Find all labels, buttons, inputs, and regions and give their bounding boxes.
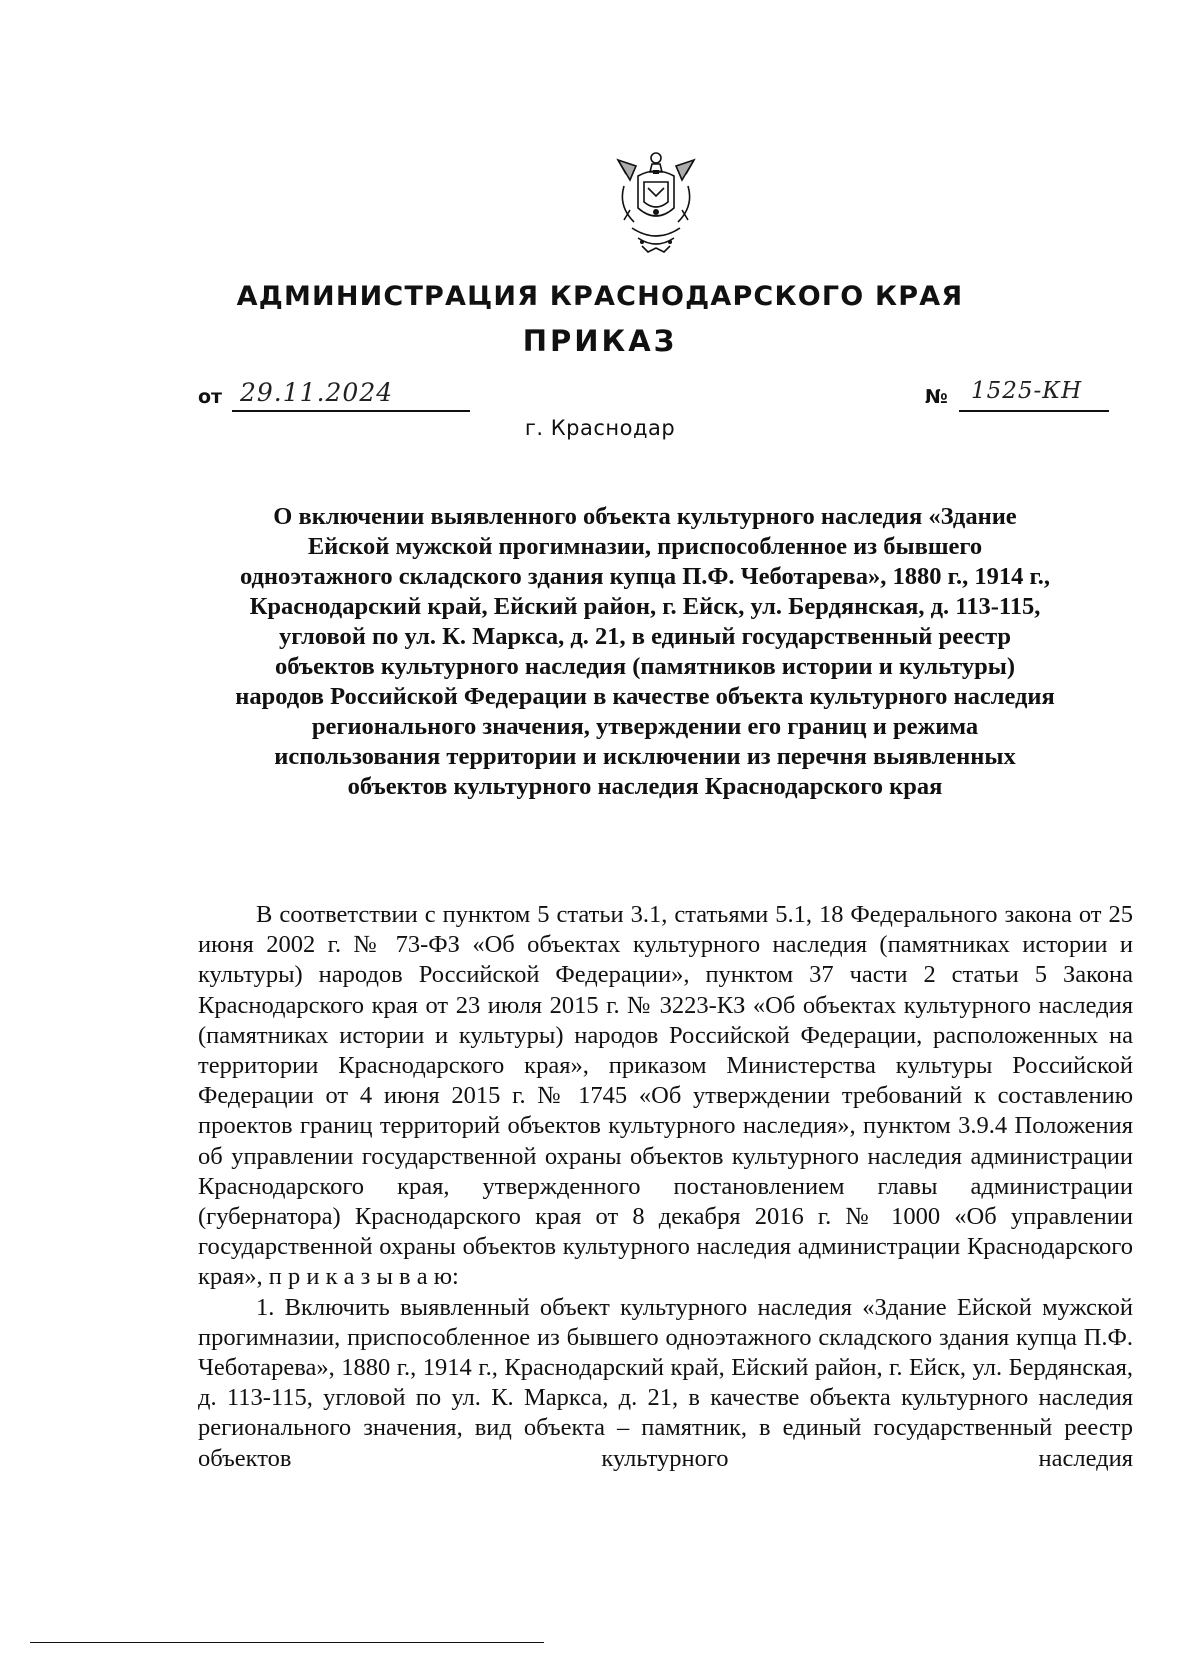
footnote-divider — [30, 1642, 544, 1643]
number-field — [925, 378, 1125, 414]
handwritten-number: 1525-КН — [971, 378, 1083, 404]
order-body — [198, 900, 1133, 1474]
organization-title: АДМИНИСТРАЦИЯ КРАСНОДАРСКОГО КРАЯ — [236, 281, 964, 312]
date-underline — [232, 410, 470, 412]
handwritten-date: 29.11.2024 — [240, 378, 394, 407]
preamble-paragraph: В соответствии с пунктом 5 статьи 3.1, статьями 5.1, 18 Федерального закона от 25 июня 2002 г. № 73-ФЗ «Об объектах культурного наследия (памятниках истории и культуры) народов Российской Федерации», пунктом 37 части 2 статьи 5 Закона Краснодарского края от 23 июля 2015 г. № 3223-КЗ «Об объектах культурного наследия (памятниках истории и культуры) народов Российской Федерации, расположенных на территории Краснодарского края», приказом Министерства культуры Российской Федерации от 4 июня 2015 г. № 1745 «Об утверждении требований к составлению проектов границ территорий объектов культурного наследия», пунктом 3.9.4 Положения об управлении государственной охраны объектов культурного наследия администрации Краснодарского края, утвержденного постановлением главы администрации (губернатора) Краснодарского края от 8 декабря 2016 г. № 1000 «Об управлении государственной охраны объектов культурного наследия администрации Краснодарского края», п р и к а з ы в а ю: — [198, 901, 1133, 1291]
document-type-title: ПРИКАЗ — [522, 324, 678, 358]
coat-of-arms-icon — [612, 150, 700, 260]
city-label: г. Краснодар — [524, 416, 676, 440]
order-subject: О включении выявленного объекта культурного наследия «Здание Ейской мужской прогимназии, приспособленное из бывшего одноэтажного складского здания купца П.Ф. Чеботарева», 1880 г., 1914 г., Краснодарский край, Ейский район, г. Ейск, ул. Бердянская, д. 113-115, угловой по ул. К. Маркса, д. 21, в единый государственный реестр объектов культурного наследия (памятников истории и культуры) народов Российской Федерации в качестве объекта культурного наследия регионального значения, утверждении его границ и режима использования территории и исключении из перечня выявленных объектов культурного наследия Краснодарского края — [235, 503, 1055, 800]
number-underline — [959, 410, 1109, 412]
number-prefix: № — [925, 386, 948, 408]
item-1-paragraph: 1. Включить выявленный объект культурного наследия «Здание Ейской мужской прогимназии, приспособленное из бывшего одноэтажного складского здания купца П.Ф. Чеботарева», 1880 г., 1914 г., Краснодарский край, Ейский район, г. Ейск, ул. Бердянская, д. 113-115, угловой по ул. К. Маркса, д. 21, в качестве объекта культурного наследия регионального значения, вид объекта – памятник, в единый государственный реестр объектов культурного наследия — [198, 1293, 1133, 1472]
date-field — [198, 378, 470, 414]
date-prefix: от — [198, 386, 223, 408]
